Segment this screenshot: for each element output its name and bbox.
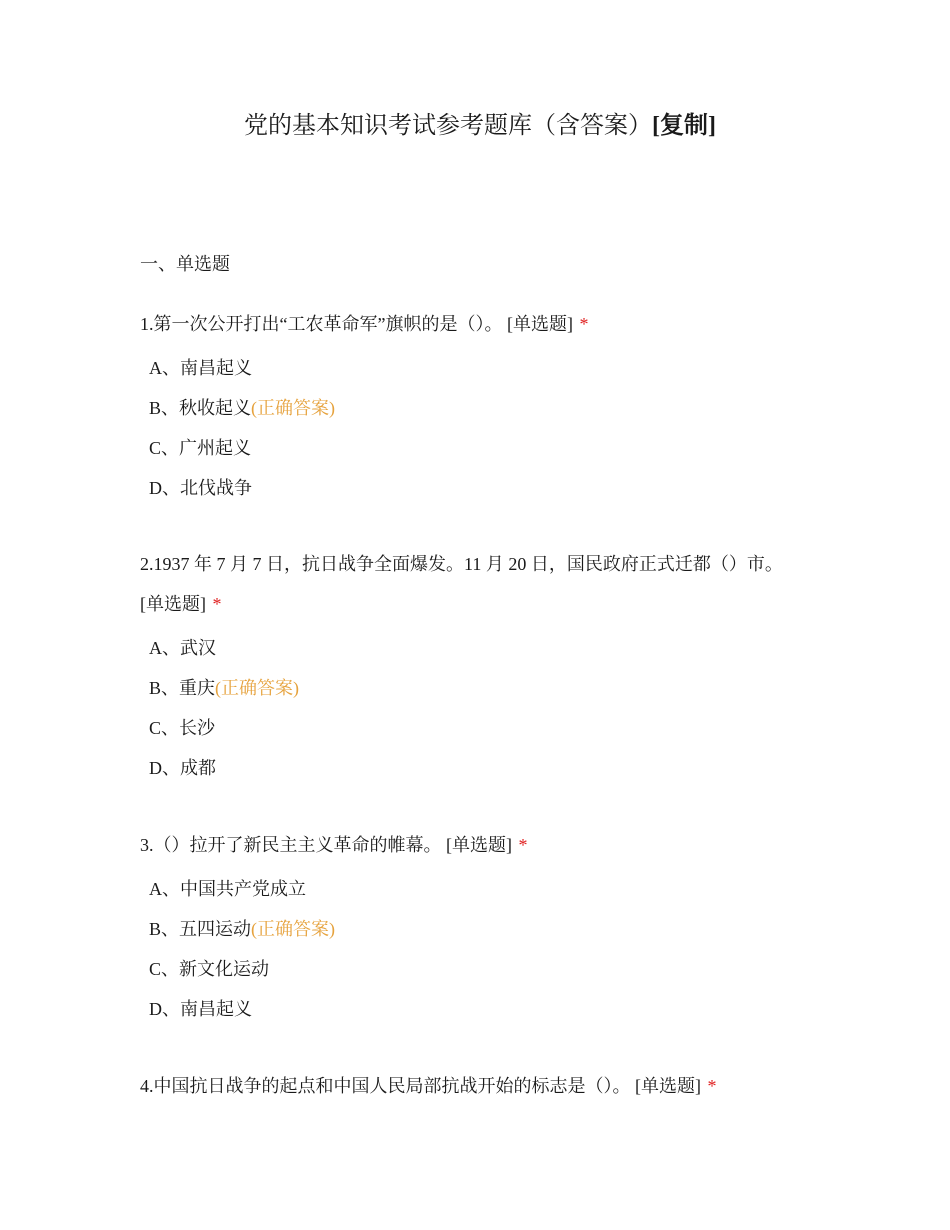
option-d[interactable] <box>140 748 820 788</box>
question-type-tag: [单选题] <box>140 594 206 614</box>
question-text <box>140 304 820 344</box>
required-marker: * <box>707 1076 717 1096</box>
question-text <box>140 544 820 624</box>
option-label: D、北伐战争 <box>149 478 252 498</box>
question-stem: 1.第一次公开打出“工农革命军”旗帜的是（）。 <box>140 314 503 334</box>
option-d[interactable] <box>140 468 820 508</box>
document-title <box>0 108 950 144</box>
option-d[interactable] <box>140 989 820 1029</box>
option-label: C、广州起义 <box>149 438 252 458</box>
option-label: C、长沙 <box>149 718 216 738</box>
option-a[interactable] <box>140 628 820 668</box>
option-a[interactable] <box>140 869 820 909</box>
question-3 <box>140 825 820 1029</box>
option-label: A、南昌起义 <box>149 358 252 378</box>
required-marker: * <box>579 314 589 334</box>
option-label: A、武汉 <box>149 638 216 658</box>
question-1 <box>140 304 820 508</box>
option-a[interactable] <box>140 348 820 388</box>
option-label: A、中国共产党成立 <box>149 879 306 899</box>
option-b[interactable] <box>140 388 820 428</box>
option-b[interactable] <box>140 909 820 949</box>
option-list <box>140 348 820 508</box>
required-marker: * <box>212 594 222 614</box>
option-b[interactable] <box>140 668 820 708</box>
question-stem: 3.（）拉开了新民主主义革命的帷幕。 <box>140 835 442 855</box>
question-2 <box>140 544 820 788</box>
section-title: 一、单选题 <box>140 254 230 274</box>
option-label: C、新文化运动 <box>149 959 270 979</box>
document-title-text: 党的基本知识考试参考题库（含答案） <box>244 113 652 139</box>
option-c[interactable] <box>140 428 820 468</box>
option-label: D、成都 <box>149 758 216 778</box>
correct-answer-mark: (正确答案) <box>215 678 300 698</box>
option-label: B、重庆 <box>149 678 216 698</box>
option-label: D、南昌起义 <box>149 999 252 1019</box>
question-type-tag: [单选题] <box>446 835 512 855</box>
option-list <box>140 628 820 788</box>
question-4 <box>140 1066 820 1106</box>
option-list <box>140 869 820 1029</box>
question-text <box>140 825 820 865</box>
option-label: B、秋收起义 <box>149 398 252 418</box>
correct-answer-mark: (正确答案) <box>251 919 336 939</box>
question-stem: 2.1937 年 7 月 7 日，抗日战争全面爆发。11 月 20 日，国民政府正式迁都（）市。 <box>140 554 783 574</box>
document-title-suffix: [复制] <box>652 113 716 139</box>
option-label: B、五四运动 <box>149 919 252 939</box>
question-type-tag: [单选题] <box>635 1076 701 1096</box>
correct-answer-mark: (正确答案) <box>251 398 336 418</box>
question-type-tag: [单选题] <box>506 314 573 334</box>
question-stem: 4.中国抗日战争的起点和中国人民局部抗战开始的标志是（）。 <box>140 1076 631 1096</box>
question-text <box>140 1066 820 1106</box>
required-marker: * <box>518 835 528 855</box>
option-c[interactable] <box>140 708 820 748</box>
option-c[interactable] <box>140 949 820 989</box>
